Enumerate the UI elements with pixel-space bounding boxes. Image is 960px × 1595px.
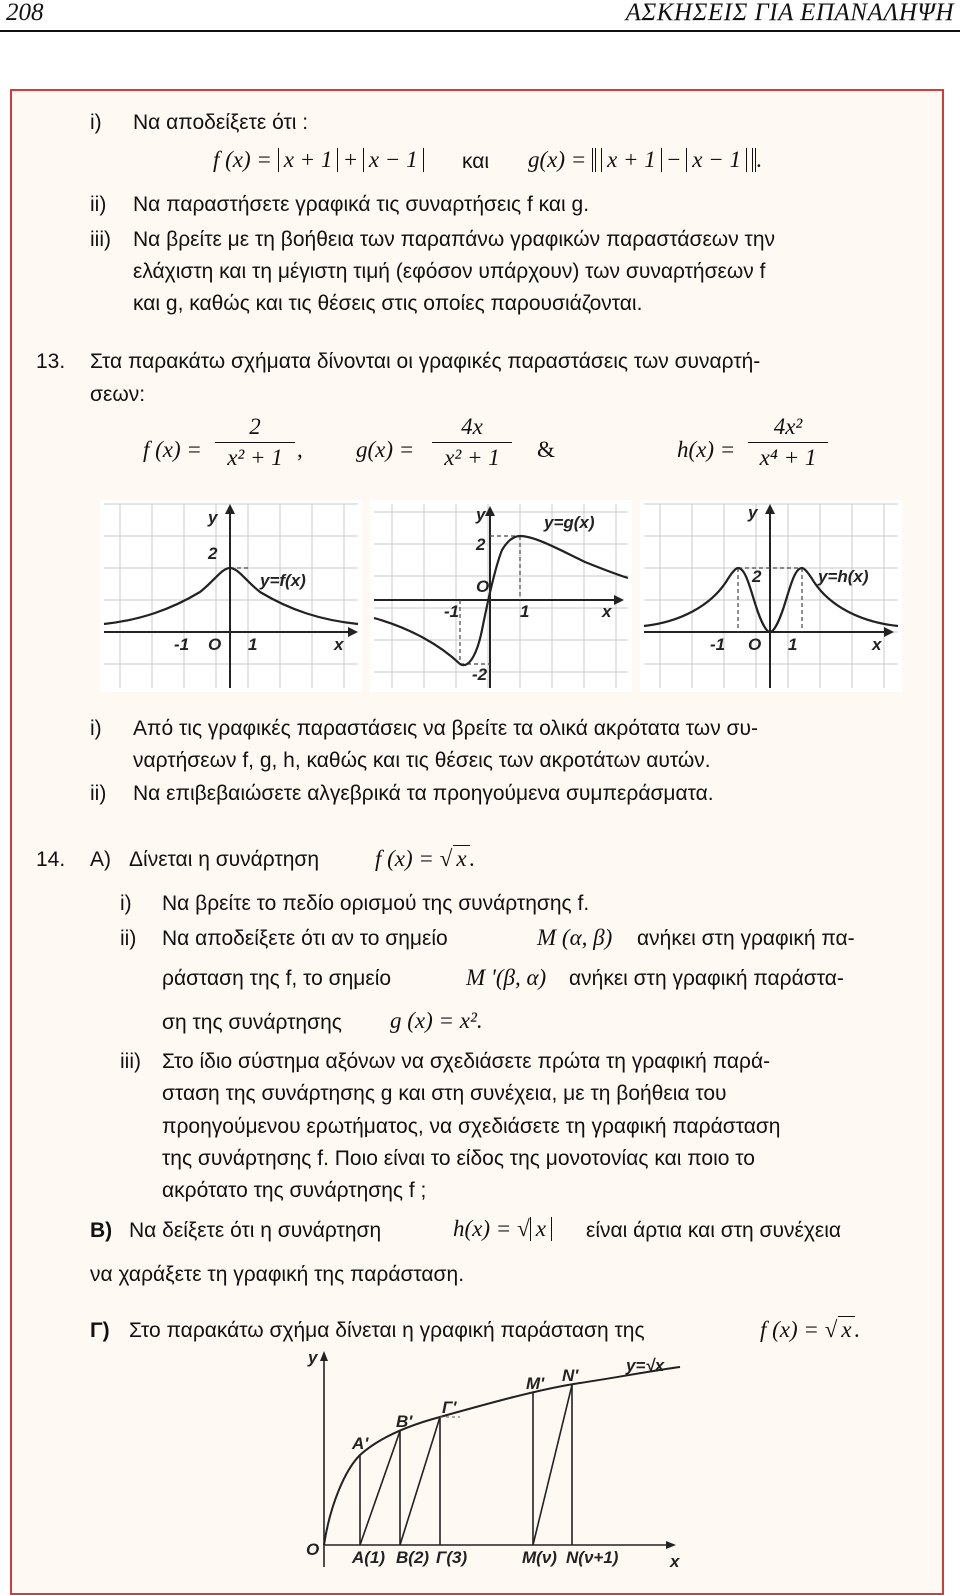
ex13-comma: , bbox=[297, 437, 303, 462]
ex14-iii-label: iii) bbox=[120, 1050, 141, 1073]
ex14-ii-g: g (x) = x². bbox=[390, 1008, 483, 1033]
page-number: 208 bbox=[6, 0, 44, 26]
ex14-ii-line1a: Να αποδείξετε ότι αν το σημείο bbox=[162, 927, 448, 950]
ex14-ii-line3a: ση της συνάρτησης bbox=[162, 1011, 342, 1034]
ex13-ampersand: & bbox=[537, 437, 555, 462]
ex14-C-formula: f (x) = √ x . bbox=[760, 1317, 861, 1342]
ex14-ii-line2a: ράσταση της f, το σημείο bbox=[162, 967, 392, 990]
ex13-ii-text: Να επιβεβαιώσετε αλγεβρικά τα προηγούμενα συμπεράσματα. bbox=[133, 782, 714, 805]
ex14-C-label: Γ) bbox=[90, 1319, 110, 1342]
ex14-iii-line4: της συνάρτησης f. Ποιο είναι το είδος της μονοτονίας και ποιο το bbox=[162, 1147, 755, 1170]
graph-sqrt-point-A-prime: A' bbox=[352, 1434, 369, 1453]
ex14-ii-M: M (α, β) bbox=[537, 925, 613, 950]
graph-h-tick-1: 1 bbox=[788, 635, 798, 654]
ex12-g-formula: g(x) = x + 1 − x − 1 . bbox=[528, 147, 762, 172]
graph-f bbox=[100, 500, 362, 692]
ex13-g-fraction: $\frac{4x}{\text{x² + 1}}$ bbox=[432, 414, 512, 471]
ex12-i-text: Να αποδείξετε ότι : bbox=[133, 111, 309, 134]
graph-sqrt-curve-label: y=√x bbox=[626, 1356, 665, 1375]
graph-sqrt-y-arrow-icon bbox=[320, 1351, 328, 1361]
graph-sqrt-y-label: y bbox=[308, 1348, 318, 1367]
graph-g-tick-1: 1 bbox=[520, 602, 530, 621]
graph-g-tick-m1: -1 bbox=[444, 602, 460, 621]
graph-f-tick-m1: -1 bbox=[174, 635, 190, 654]
graph-f-x-label: x bbox=[334, 635, 344, 654]
graph-f-tick-1: 1 bbox=[248, 635, 258, 654]
graph-f-y-arrow-icon bbox=[225, 504, 235, 514]
ex13-ii-label: ii) bbox=[90, 782, 107, 805]
graph-g-curve-label: y=g(x) bbox=[544, 513, 595, 532]
ex13-i-line2: ναρτήσεων f, g, h, καθώς και τις θέσεις των ακροτάτων αυτών. bbox=[133, 749, 711, 772]
graph-h bbox=[640, 500, 902, 692]
graph-sqrt-point-G-prime: Γ' bbox=[442, 1398, 457, 1417]
ex13-f-lhs: f (x) = bbox=[143, 437, 202, 462]
graph-sqrt-origin: O bbox=[306, 1540, 320, 1559]
ex12-ii-label: ii) bbox=[90, 193, 107, 216]
graph-h-tick-2: 2 bbox=[752, 567, 762, 586]
graph-f-x-arrow-icon bbox=[348, 627, 358, 637]
ex14-B-line2: να χαράξετε τη γραφική της παράσταση. bbox=[90, 1263, 465, 1286]
graph-f-origin: O bbox=[208, 635, 222, 654]
graph-g bbox=[370, 500, 632, 692]
ex14-iii-line1: Στο ίδιο σύστημα αξόνων να σχεδιάσετε πρώτα τη γραφική παρά- bbox=[162, 1050, 771, 1073]
ex14-ii-line1b: ανήκει στη γραφική πα- bbox=[637, 927, 855, 950]
ex12-i-label: i) bbox=[90, 111, 102, 134]
graph-f-curve-label: y=f(x) bbox=[260, 571, 306, 590]
graph-sqrt-x-label: x bbox=[670, 1552, 680, 1571]
graph-h-curve-label: y=h(x) bbox=[818, 567, 869, 586]
ex14-C-text: Στο παρακάτω σχήμα δίνεται η γραφική παράσταση της bbox=[129, 1319, 645, 1342]
graph-h-tick-m1: -1 bbox=[710, 635, 726, 654]
graph-g-tick-2: 2 bbox=[476, 535, 486, 554]
ex14-B-label: Β) bbox=[90, 1219, 113, 1242]
graph-h-y-arrow-icon bbox=[765, 504, 775, 514]
graph-sqrt-point-N-prime: N' bbox=[562, 1366, 579, 1385]
ex14-A-label: Α) bbox=[90, 848, 111, 871]
ex14-iii-line2: σταση της συνάρτησης g και στη συνέχεια, με τη βοήθεια του bbox=[162, 1082, 727, 1105]
ex12-ii-text: Να παραστήσετε γραφικά τις συναρτήσεις f και g. bbox=[133, 193, 590, 216]
ex14-i-text: Να βρείτε το πεδίο ορισμού της συνάρτησης f. bbox=[162, 892, 590, 915]
graph-f-y-label: y bbox=[208, 508, 218, 527]
graph-g-y-arrow-icon bbox=[485, 506, 495, 516]
graph-sqrt-curve bbox=[324, 1367, 680, 1545]
ex12-iii-line2: ελάχιστη και τη μέγιστη τιμή (εφόσον υπάρχουν) των συναρτήσεων f bbox=[133, 260, 766, 283]
graph-g-tick-m2: -2 bbox=[472, 665, 488, 684]
running-title: ΑΣΚΗΣΕΙΣ ΓΙΑ ΕΠΑΝΑΛΗΨΗ bbox=[625, 0, 954, 26]
graph-g-x-arrow-icon bbox=[614, 595, 624, 605]
graph-sqrt-point-B: B(2) bbox=[396, 1548, 430, 1567]
graph-h-y-label: y bbox=[748, 503, 758, 522]
ex13-i-label: i) bbox=[90, 717, 102, 740]
ex14-B-formula: h(x) = √ x bbox=[453, 1216, 552, 1242]
graph-sqrt-x-arrow-icon bbox=[666, 1541, 676, 1549]
ex14-B-text-b: είναι άρτια και στη συνέχεια bbox=[586, 1219, 842, 1242]
graph-sqrt bbox=[300, 1345, 700, 1573]
graph-sqrt-point-A: A(1) bbox=[352, 1548, 386, 1567]
ex13-h-lhs: h(x) = bbox=[677, 437, 736, 462]
graph-sqrt-point-G: Γ(3) bbox=[436, 1548, 468, 1567]
ex14-A-formula: f (x) = √ x . bbox=[375, 846, 476, 871]
graph-h-x-label: x bbox=[872, 635, 882, 654]
ex12-iii-label: iii) bbox=[90, 228, 111, 251]
ex12-iii-line1: Να βρείτε με τη βοήθεια των παραπάνω γραφικών παραστάσεων την bbox=[133, 228, 776, 251]
ex14-i-label: i) bbox=[120, 892, 132, 915]
ex14-iii-line3: προηγούμενου ερωτήματος, να σχεδιάσετε τη γραφική παράσταση bbox=[162, 1115, 781, 1138]
ex13-f-fraction: $\frac{2}{\text{x² + 1}}$ bbox=[215, 414, 295, 471]
ex12-f-formula: f (x) = x + 1 + x − 1 bbox=[213, 147, 424, 173]
ex13-line1: Στα παρακάτω σχήματα δίνονται οι γραφικές παραστάσεις των συναρτή- bbox=[90, 350, 761, 373]
ex13-line2: σεων: bbox=[90, 383, 146, 406]
ex13-h-fraction: $\frac{\text{4x²}}{\text{x⁴ + 1}}$ bbox=[748, 414, 828, 471]
graph-sqrt-point-B-prime: B' bbox=[396, 1412, 413, 1431]
ex14-ii-label: ii) bbox=[120, 927, 137, 950]
ex13-i-line1: Από τις γραφικές παραστάσεις να βρείτε τα ολικά ακρότατα των συ- bbox=[133, 717, 758, 740]
ex12-and: και bbox=[462, 150, 490, 173]
page-header bbox=[0, 0, 960, 32]
graph-g-x-label: x bbox=[602, 602, 612, 621]
ex12-iii-line3: και g, καθώς και τις θέσεις στις οποίες παρουσιάζονται. bbox=[133, 292, 643, 315]
graph-g-y-label: y bbox=[476, 505, 486, 524]
ex14-iii-line5: ακρότατο της συνάρτησης f ; bbox=[162, 1179, 427, 1202]
ex14-number: 14. bbox=[36, 848, 66, 871]
graph-sqrt-point-N: N(ν+1) bbox=[566, 1548, 619, 1567]
ex14-B-text-a: Να δείξετε ότι η συνάρτηση bbox=[129, 1219, 382, 1242]
graph-h-x-arrow-icon bbox=[884, 627, 894, 637]
ex14-A-text: Δίνεται η συνάρτηση bbox=[129, 848, 320, 871]
graph-sqrt-point-M-prime: M' bbox=[526, 1374, 545, 1393]
graph-h-origin: O bbox=[748, 635, 762, 654]
ex14-ii-line2b: ανήκει στη γραφική παράστα- bbox=[569, 967, 844, 990]
ex13-g-lhs: g(x) = bbox=[356, 437, 415, 462]
graph-g-origin: O bbox=[476, 577, 490, 596]
graph-sqrt-point-M: M(ν) bbox=[522, 1548, 557, 1567]
ex14-ii-Mprime: M '(β, α) bbox=[466, 965, 547, 990]
graph-f-tick-2: 2 bbox=[208, 544, 218, 563]
ex13-number: 13. bbox=[36, 350, 66, 373]
